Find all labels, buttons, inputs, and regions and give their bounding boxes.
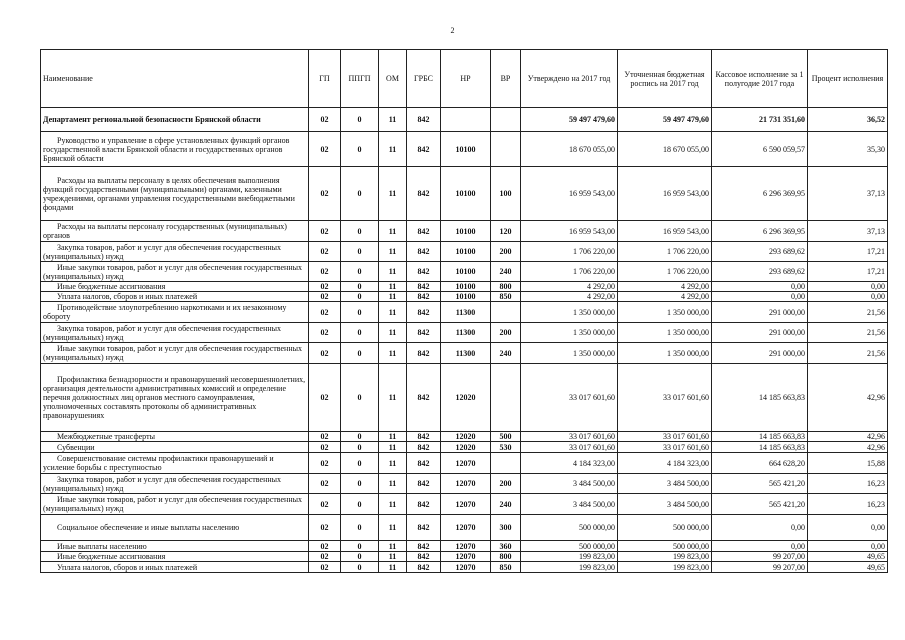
cell-refined: 1 350 000,00 xyxy=(618,323,712,343)
cell-nr: 12070 xyxy=(441,562,491,573)
cell-gp: 02 xyxy=(309,108,341,132)
table-row xyxy=(41,494,888,515)
cell-gp: 02 xyxy=(309,474,341,494)
cell-gp: 02 xyxy=(309,552,341,562)
cell-grbs: 842 xyxy=(407,323,441,343)
cell-om: 11 xyxy=(379,453,407,474)
cell-om: 11 xyxy=(379,221,407,242)
cell-name: Иные закупки товаров, работ и услуг для обеспечения государственных (муниципальных) нужд xyxy=(41,262,309,282)
cell-nr: 10100 xyxy=(441,262,491,282)
cell-refined: 199 823,00 xyxy=(618,552,712,562)
table-row xyxy=(41,242,888,262)
cell-executed: 291 000,00 xyxy=(712,343,808,364)
cell-ppgp: 0 xyxy=(341,167,379,221)
cell-om: 11 xyxy=(379,562,407,573)
cell-vr: 800 xyxy=(491,552,521,562)
cell-executed: 6 296 369,95 xyxy=(712,167,808,221)
cell-refined: 33 017 601,60 xyxy=(618,442,712,453)
table-row xyxy=(41,302,888,323)
cell-vr: 100 xyxy=(491,167,521,221)
cell-percent: 42,96 xyxy=(808,364,888,432)
cell-executed: 291 000,00 xyxy=(712,302,808,323)
cell-refined: 16 959 543,00 xyxy=(618,167,712,221)
cell-percent: 35,30 xyxy=(808,132,888,167)
header-percent: Процент исполнения xyxy=(808,50,888,108)
cell-grbs: 842 xyxy=(407,302,441,323)
cell-approved: 500 000,00 xyxy=(521,515,618,541)
cell-vr: 500 xyxy=(491,432,521,442)
cell-grbs: 842 xyxy=(407,364,441,432)
cell-nr: 10100 xyxy=(441,282,491,292)
cell-gp: 02 xyxy=(309,453,341,474)
table-row xyxy=(41,552,888,562)
cell-name: Уплата налогов, сборов и иных платежей xyxy=(41,562,309,573)
cell-grbs: 842 xyxy=(407,282,441,292)
cell-nr: 11300 xyxy=(441,302,491,323)
table-row xyxy=(41,364,888,432)
cell-vr: 200 xyxy=(491,242,521,262)
cell-ppgp: 0 xyxy=(341,221,379,242)
cell-percent: 37,13 xyxy=(808,167,888,221)
cell-approved: 1 350 000,00 xyxy=(521,302,618,323)
cell-name: Департамент региональной безопасности Брянской области xyxy=(41,108,309,132)
cell-ppgp: 0 xyxy=(341,343,379,364)
cell-gp: 02 xyxy=(309,541,341,552)
cell-name: Закупка товаров, работ и услуг для обеспечения государственных (муниципальных) нужд xyxy=(41,474,309,494)
cell-refined: 500 000,00 xyxy=(618,541,712,552)
cell-ppgp: 0 xyxy=(341,442,379,453)
cell-gp: 02 xyxy=(309,167,341,221)
cell-gp: 02 xyxy=(309,221,341,242)
cell-refined: 4 292,00 xyxy=(618,282,712,292)
cell-nr: 10100 xyxy=(441,132,491,167)
cell-vr xyxy=(491,364,521,432)
cell-approved: 1 706 220,00 xyxy=(521,242,618,262)
cell-name: Иные закупки товаров, работ и услуг для обеспечения государственных (муниципальных) нужд xyxy=(41,494,309,515)
cell-approved: 1 350 000,00 xyxy=(521,323,618,343)
cell-gp: 02 xyxy=(309,442,341,453)
cell-approved: 33 017 601,60 xyxy=(521,442,618,453)
cell-om: 11 xyxy=(379,262,407,282)
cell-executed: 6 590 059,57 xyxy=(712,132,808,167)
table-row xyxy=(41,343,888,364)
cell-grbs: 842 xyxy=(407,541,441,552)
cell-vr xyxy=(491,453,521,474)
cell-grbs: 842 xyxy=(407,494,441,515)
cell-om: 11 xyxy=(379,515,407,541)
cell-refined: 4 292,00 xyxy=(618,292,712,302)
cell-ppgp: 0 xyxy=(341,432,379,442)
cell-om: 11 xyxy=(379,292,407,302)
table-row xyxy=(41,515,888,541)
cell-percent: 36,52 xyxy=(808,108,888,132)
cell-ppgp: 0 xyxy=(341,108,379,132)
cell-refined: 500 000,00 xyxy=(618,515,712,541)
cell-nr: 12020 xyxy=(441,442,491,453)
cell-percent: 16,23 xyxy=(808,494,888,515)
cell-grbs: 842 xyxy=(407,242,441,262)
cell-name: Расходы на выплаты персоналу государственных (муниципальных) органов xyxy=(41,221,309,242)
cell-gp: 02 xyxy=(309,515,341,541)
cell-percent: 49,65 xyxy=(808,562,888,573)
cell-refined: 33 017 601,60 xyxy=(618,432,712,442)
cell-gp: 02 xyxy=(309,494,341,515)
cell-vr: 200 xyxy=(491,323,521,343)
header-name: Наименование xyxy=(41,50,309,108)
cell-refined: 3 484 500,00 xyxy=(618,494,712,515)
header-row xyxy=(41,50,888,108)
cell-refined: 16 959 543,00 xyxy=(618,221,712,242)
table-row xyxy=(41,167,888,221)
cell-refined: 1 706 220,00 xyxy=(618,242,712,262)
cell-approved: 4 292,00 xyxy=(521,292,618,302)
cell-om: 11 xyxy=(379,364,407,432)
cell-name: Иные бюджетные ассигнования xyxy=(41,552,309,562)
cell-executed: 565 421,20 xyxy=(712,474,808,494)
cell-ppgp: 0 xyxy=(341,292,379,302)
cell-om: 11 xyxy=(379,494,407,515)
cell-gp: 02 xyxy=(309,292,341,302)
cell-vr: 240 xyxy=(491,494,521,515)
header-om: ОМ xyxy=(379,50,407,108)
cell-gp: 02 xyxy=(309,364,341,432)
cell-gp: 02 xyxy=(309,562,341,573)
cell-ppgp: 0 xyxy=(341,364,379,432)
cell-percent: 16,23 xyxy=(808,474,888,494)
cell-vr xyxy=(491,302,521,323)
cell-ppgp: 0 xyxy=(341,494,379,515)
cell-refined: 4 184 323,00 xyxy=(618,453,712,474)
cell-om: 11 xyxy=(379,242,407,262)
cell-grbs: 842 xyxy=(407,132,441,167)
cell-vr: 300 xyxy=(491,515,521,541)
budget-table xyxy=(40,49,888,573)
cell-grbs: 842 xyxy=(407,442,441,453)
cell-grbs: 842 xyxy=(407,292,441,302)
header-approved: Утверждено на 2017 год xyxy=(521,50,618,108)
cell-executed: 14 185 663,83 xyxy=(712,432,808,442)
cell-name: Совершенствование системы профилактики правонарушений и усиление борьбы с преступностью xyxy=(41,453,309,474)
cell-approved: 33 017 601,60 xyxy=(521,432,618,442)
cell-name: Закупка товаров, работ и услуг для обеспечения государственных (муниципальных) нужд xyxy=(41,242,309,262)
cell-om: 11 xyxy=(379,442,407,453)
cell-gp: 02 xyxy=(309,242,341,262)
table-row xyxy=(41,221,888,242)
cell-percent: 49,65 xyxy=(808,552,888,562)
cell-percent: 42,96 xyxy=(808,442,888,453)
cell-name: Иные бюджетные ассигнования xyxy=(41,282,309,292)
cell-nr: 10100 xyxy=(441,242,491,262)
cell-executed: 99 207,00 xyxy=(712,552,808,562)
table-row xyxy=(41,108,888,132)
table-row xyxy=(41,453,888,474)
cell-ppgp: 0 xyxy=(341,515,379,541)
cell-approved: 33 017 601,60 xyxy=(521,364,618,432)
cell-approved: 16 959 543,00 xyxy=(521,221,618,242)
table-row xyxy=(41,292,888,302)
cell-nr: 12020 xyxy=(441,432,491,442)
cell-om: 11 xyxy=(379,432,407,442)
cell-name: Профилактика безнадзорности и правонарушений несовершеннолетних, организация деятельности административных комиссий и определение перечня должностных лиц органов местного самоуправления, уполномоченных составлять протоколы об административных правонарушениях xyxy=(41,364,309,432)
cell-refined: 1 706 220,00 xyxy=(618,262,712,282)
cell-grbs: 842 xyxy=(407,474,441,494)
cell-name: Расходы на выплаты персоналу в целях обеспечения выполнения функций государственными (муниципальными) органами, казенными учреждениями, органами управления государственными внебюджетными фондами xyxy=(41,167,309,221)
cell-nr: 10100 xyxy=(441,292,491,302)
cell-percent: 42,96 xyxy=(808,432,888,442)
cell-ppgp: 0 xyxy=(341,323,379,343)
header-executed: Кассовое исполнение за 1 полугодие 2017 года xyxy=(712,50,808,108)
cell-approved: 500 000,00 xyxy=(521,541,618,552)
cell-executed: 291 000,00 xyxy=(712,323,808,343)
cell-om: 11 xyxy=(379,167,407,221)
cell-refined: 1 350 000,00 xyxy=(618,343,712,364)
cell-executed: 664 628,20 xyxy=(712,453,808,474)
cell-vr: 800 xyxy=(491,282,521,292)
cell-ppgp: 0 xyxy=(341,541,379,552)
cell-approved: 3 484 500,00 xyxy=(521,474,618,494)
table-row xyxy=(41,432,888,442)
cell-executed: 14 185 663,83 xyxy=(712,364,808,432)
cell-grbs: 842 xyxy=(407,432,441,442)
cell-ppgp: 0 xyxy=(341,242,379,262)
cell-nr: 12070 xyxy=(441,474,491,494)
cell-approved: 4 184 323,00 xyxy=(521,453,618,474)
cell-gp: 02 xyxy=(309,323,341,343)
cell-grbs: 842 xyxy=(407,221,441,242)
cell-nr: 12070 xyxy=(441,453,491,474)
cell-grbs: 842 xyxy=(407,262,441,282)
cell-executed: 6 296 369,95 xyxy=(712,221,808,242)
cell-refined: 1 350 000,00 xyxy=(618,302,712,323)
cell-ppgp: 0 xyxy=(341,453,379,474)
cell-name: Социальное обеспечение и иные выплаты населению xyxy=(41,515,309,541)
cell-om: 11 xyxy=(379,323,407,343)
cell-gp: 02 xyxy=(309,132,341,167)
page-number: 2 xyxy=(450,26,455,35)
cell-nr xyxy=(441,108,491,132)
cell-executed: 0,00 xyxy=(712,292,808,302)
cell-executed: 0,00 xyxy=(712,541,808,552)
table-row xyxy=(41,323,888,343)
cell-ppgp: 0 xyxy=(341,132,379,167)
cell-executed: 293 689,62 xyxy=(712,242,808,262)
cell-nr: 12070 xyxy=(441,494,491,515)
cell-executed: 0,00 xyxy=(712,515,808,541)
cell-grbs: 842 xyxy=(407,453,441,474)
cell-approved: 199 823,00 xyxy=(521,562,618,573)
cell-refined: 18 670 055,00 xyxy=(618,132,712,167)
cell-percent: 37,13 xyxy=(808,221,888,242)
cell-name: Руководство и управление в сфере установленных функций органов государственной власти Брянской области и государственных органов Брянской области xyxy=(41,132,309,167)
cell-grbs: 842 xyxy=(407,343,441,364)
cell-vr: 530 xyxy=(491,442,521,453)
cell-name: Закупка товаров, работ и услуг для обеспечения государственных (муниципальных) нужд xyxy=(41,323,309,343)
cell-vr xyxy=(491,132,521,167)
cell-om: 11 xyxy=(379,282,407,292)
cell-grbs: 842 xyxy=(407,552,441,562)
cell-vr: 240 xyxy=(491,262,521,282)
cell-name: Субвенции xyxy=(41,442,309,453)
cell-nr: 11300 xyxy=(441,323,491,343)
cell-percent: 17,21 xyxy=(808,242,888,262)
cell-gp: 02 xyxy=(309,343,341,364)
cell-vr: 120 xyxy=(491,221,521,242)
table-row xyxy=(41,262,888,282)
cell-gp: 02 xyxy=(309,432,341,442)
cell-vr: 360 xyxy=(491,541,521,552)
cell-approved: 59 497 479,60 xyxy=(521,108,618,132)
cell-om: 11 xyxy=(379,343,407,364)
cell-om: 11 xyxy=(379,552,407,562)
cell-vr: 240 xyxy=(491,343,521,364)
table-row xyxy=(41,282,888,292)
cell-ppgp: 0 xyxy=(341,552,379,562)
cell-approved: 18 670 055,00 xyxy=(521,132,618,167)
cell-approved: 1 706 220,00 xyxy=(521,262,618,282)
cell-ppgp: 0 xyxy=(341,562,379,573)
cell-percent: 0,00 xyxy=(808,541,888,552)
header-ppgp: ППГП xyxy=(341,50,379,108)
cell-percent: 15,88 xyxy=(808,453,888,474)
cell-percent: 17,21 xyxy=(808,262,888,282)
cell-approved: 16 959 543,00 xyxy=(521,167,618,221)
cell-om: 11 xyxy=(379,474,407,494)
cell-om: 11 xyxy=(379,132,407,167)
cell-nr: 12070 xyxy=(441,552,491,562)
table-row xyxy=(41,132,888,167)
cell-nr: 12070 xyxy=(441,515,491,541)
header-gp: ГП xyxy=(309,50,341,108)
cell-executed: 14 185 663,83 xyxy=(712,442,808,453)
cell-grbs: 842 xyxy=(407,562,441,573)
cell-gp: 02 xyxy=(309,262,341,282)
cell-refined: 199 823,00 xyxy=(618,562,712,573)
cell-ppgp: 0 xyxy=(341,282,379,292)
cell-om: 11 xyxy=(379,302,407,323)
cell-name: Межбюджетные трансферты xyxy=(41,432,309,442)
header-refined: Уточненная бюджетная роспись на 2017 год xyxy=(618,50,712,108)
header-nr: НР xyxy=(441,50,491,108)
cell-grbs: 842 xyxy=(407,515,441,541)
cell-executed: 21 731 351,60 xyxy=(712,108,808,132)
cell-approved: 3 484 500,00 xyxy=(521,494,618,515)
cell-ppgp: 0 xyxy=(341,262,379,282)
cell-name: Противодействие злоупотреблению наркотиками и их незаконному обороту xyxy=(41,302,309,323)
cell-executed: 293 689,62 xyxy=(712,262,808,282)
table-row xyxy=(41,474,888,494)
cell-vr xyxy=(491,108,521,132)
cell-name: Уплата налогов, сборов и иных платежей xyxy=(41,292,309,302)
cell-approved: 199 823,00 xyxy=(521,552,618,562)
cell-approved: 4 292,00 xyxy=(521,282,618,292)
cell-nr: 10100 xyxy=(441,221,491,242)
cell-approved: 1 350 000,00 xyxy=(521,343,618,364)
cell-refined: 33 017 601,60 xyxy=(618,364,712,432)
header-grbs: ГРБС xyxy=(407,50,441,108)
cell-nr: 10100 xyxy=(441,167,491,221)
cell-ppgp: 0 xyxy=(341,474,379,494)
cell-executed: 0,00 xyxy=(712,282,808,292)
cell-om: 11 xyxy=(379,108,407,132)
table-row xyxy=(41,541,888,552)
cell-om: 11 xyxy=(379,541,407,552)
cell-percent: 0,00 xyxy=(808,515,888,541)
cell-nr: 12020 xyxy=(441,364,491,432)
cell-gp: 02 xyxy=(309,282,341,292)
table-row xyxy=(41,562,888,573)
cell-vr: 850 xyxy=(491,562,521,573)
cell-nr: 11300 xyxy=(441,343,491,364)
cell-refined: 59 497 479,60 xyxy=(618,108,712,132)
cell-ppgp: 0 xyxy=(341,302,379,323)
cell-executed: 565 421,20 xyxy=(712,494,808,515)
cell-percent: 21,56 xyxy=(808,343,888,364)
cell-nr: 12070 xyxy=(441,541,491,552)
cell-grbs: 842 xyxy=(407,108,441,132)
cell-executed: 99 207,00 xyxy=(712,562,808,573)
cell-name: Иные закупки товаров, работ и услуг для обеспечения государственных (муниципальных) нужд xyxy=(41,343,309,364)
cell-percent: 21,56 xyxy=(808,302,888,323)
cell-name: Иные выплаты населению xyxy=(41,541,309,552)
cell-gp: 02 xyxy=(309,302,341,323)
cell-percent: 0,00 xyxy=(808,282,888,292)
cell-percent: 0,00 xyxy=(808,292,888,302)
cell-vr: 200 xyxy=(491,474,521,494)
cell-percent: 21,56 xyxy=(808,323,888,343)
table-row xyxy=(41,442,888,453)
header-vr: ВР xyxy=(491,50,521,108)
cell-grbs: 842 xyxy=(407,167,441,221)
cell-vr: 850 xyxy=(491,292,521,302)
cell-refined: 3 484 500,00 xyxy=(618,474,712,494)
